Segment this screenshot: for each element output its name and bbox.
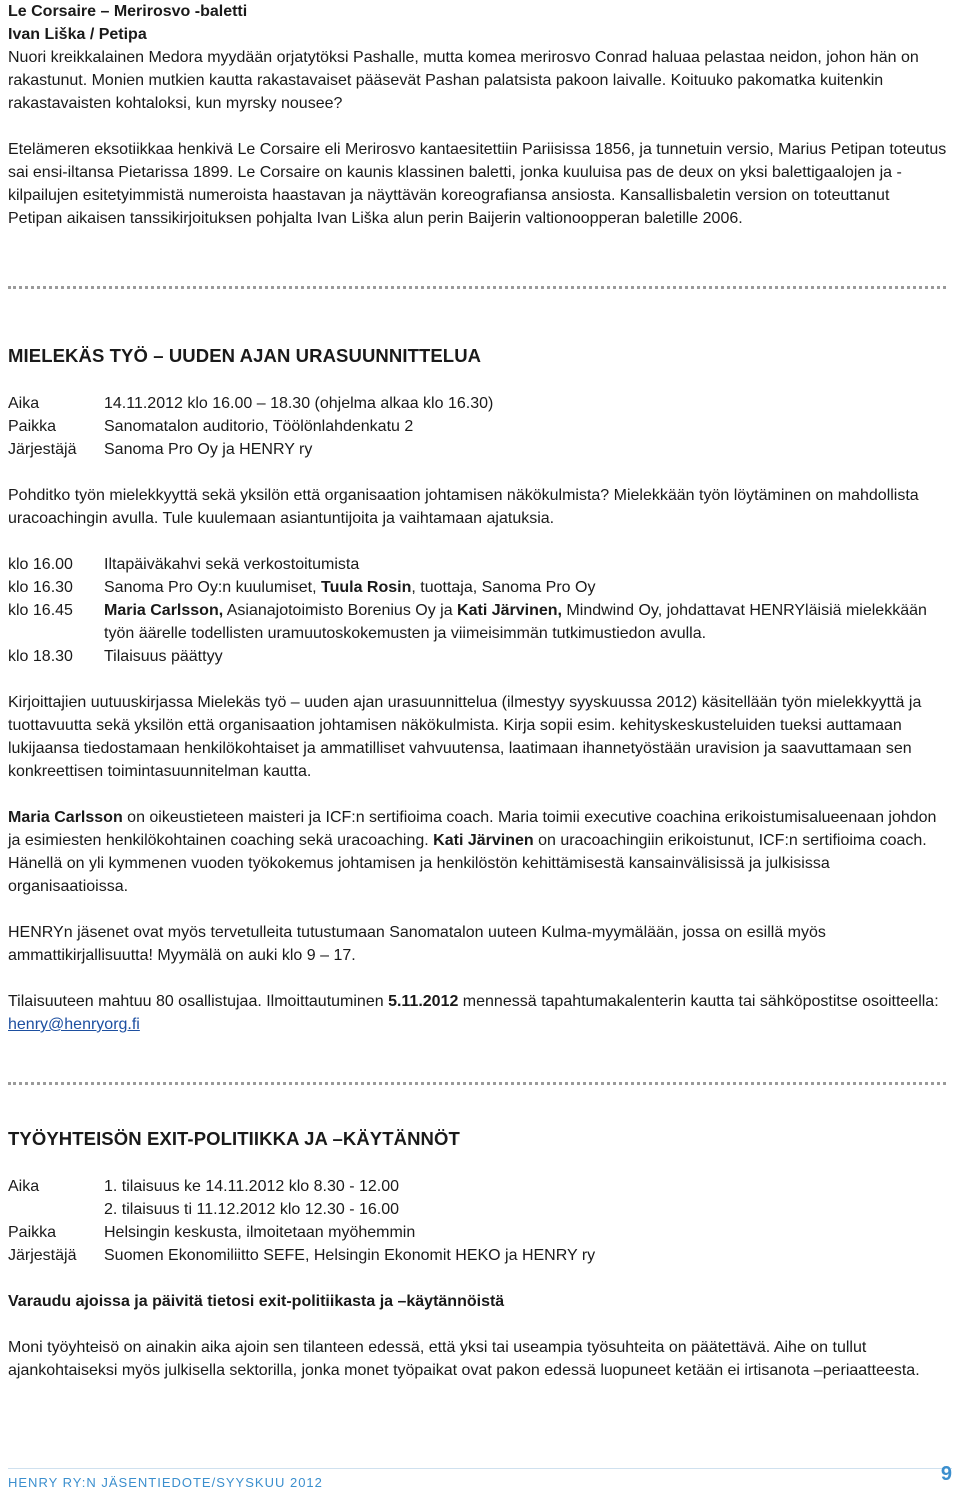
schedule-desc: Iltapäiväkahvi sekä verkostoitumista (104, 556, 360, 573)
event1-shop: HENRYn jäsenet ovat myös tervetulleita tutustumaan Sanomatalon uuteen Kulma-myymälään, jossa on esillä myös ammattikirjallisuutta! Myymälä on auki klo 9 – 17. (8, 924, 826, 964)
schedule-desc (104, 576, 948, 599)
footer-publication: HENRY RY:N JÄSENTIEDOTE/SYYSKUU 2012 (8, 1475, 323, 1490)
event1-section (8, 344, 948, 1036)
detail-value: Helsingin keskusta, ilmoitetaan myöhemmin (104, 1224, 416, 1241)
event1-bios (8, 806, 948, 898)
event1-title: MIELEKÄS TYÖ – UUDEN AJAN URASUUNNITTELUA (8, 345, 482, 366)
detail-row-aika-2 (8, 1198, 948, 1221)
ballet-title: Le Corsaire – Merirosvo -baletti (8, 3, 248, 20)
detail-row-jarjestaja (8, 1244, 948, 1267)
ballet-intro: Nuori kreikkalainen Medora myydään orjatytöksi Pashalle, mutta komea merirosvo Conrad haluaa pelastaa neidon, johon hän on rakastunut. Monien mutkien kautta rakastavaiset pääsevät Pashan palatsista pakoon laivalle. Koituuko pakomatka kuitenkin rakastavaisten kohtaloksi, kun myrsky nousee? (8, 49, 919, 112)
detail-value: Sanomatalon auditorio, Töölönlahdenkatu 2 (104, 418, 414, 435)
detail-label: Aika (8, 395, 40, 412)
schedule-text: Mindwind Oy, johdattavat HENRYläisiä mielekkään työn äärelle todellisten uramuutoskokemusten ja viimeisimmän tutkimustiedon avulla. (104, 602, 927, 642)
event1-intro: Pohditko työn mielekkyyttä sekä yksilön että organisaation johtamisen näkökulmista? Mielekkään työn löytäminen on mahdollista uracoachingin avulla. Tule kuulemaan asiantuntijoita ja vaihtamaan ajatuksia. (8, 487, 919, 527)
registration-email-link[interactable]: henry@henryorg.fi (8, 1016, 140, 1033)
bio-name: Maria Carlsson (8, 809, 123, 826)
registration-text: Tilaisuuteen mahtuu 80 osallistujaa. Ilmoittautuminen (8, 993, 389, 1010)
schedule-row (8, 599, 948, 645)
detail-row-paikka (8, 415, 948, 438)
registration-text: mennessä tapahtumakalenterin kautta tai sähköpostitse osoitteella: (458, 993, 939, 1010)
detail-label-empty (8, 1198, 104, 1221)
detail-row-paikka (8, 1221, 948, 1244)
schedule-desc: Tilaisuus päättyy (104, 648, 223, 665)
schedule-time: klo 16.45 (8, 602, 73, 619)
registration-deadline: 5.11.2012 (388, 993, 459, 1010)
separator-2 (8, 1082, 946, 1085)
ballet-body: Etelämeren eksotiikkaa henkivä Le Corsaire eli Merirosvo kantaesitettiin Pariisissa 1856, ja tunnetuin versio, Marius Petipan toteutus sai ensi-iltansa Pietarissa 1899. Le Corsaire on kaunis klassinen baletti, jonka kuuluisa pas de deux on yksi balettigaalojen ja -kilpailujen esitetyimmistä numeroista haastavan ja näyttävän koreografiansa ansiosta. Kansallisbaletin version on toteuttanut Petipan aikaisen tanssikirjoituksen pohjalta Ivan Liška alun perin Baijerin valtionoopperan baletille 2006. (8, 141, 947, 227)
detail-value: 1. tilaisuus ke 14.11.2012 klo 8.30 - 12.00 (104, 1178, 400, 1195)
detail-value: Suomen Ekonomiliitto SEFE, Helsingin Ekonomit HEKO ja HENRY ry (104, 1247, 596, 1264)
event2-details (8, 1175, 948, 1267)
event2-subhead: Varaudu ajoissa ja päivitä tietosi exit-politiikasta ja –käytännöistä (8, 1293, 505, 1310)
speaker-name: Maria Carlsson, (104, 602, 224, 619)
schedule-time: klo 18.30 (8, 648, 73, 665)
detail-label: Paikka (8, 418, 57, 435)
bio-name: Kati Järvinen (433, 832, 534, 849)
event1-schedule (8, 553, 948, 668)
schedule-text: Sanoma Pro Oy:n kuulumiset, (104, 579, 321, 596)
detail-row-aika (8, 392, 948, 415)
detail-label: Aika (8, 1178, 40, 1195)
page-number: 9 (940, 1463, 952, 1485)
detail-row-aika (8, 1175, 948, 1198)
detail-value: 14.11.2012 klo 16.00 – 18.30 (ohjelma alkaa klo 16.30) (104, 395, 494, 412)
schedule-text: Asianajotoimisto Borenius Oy ja (223, 602, 458, 619)
schedule-row (8, 553, 948, 576)
detail-label: Järjestäjä (8, 441, 77, 458)
bio-text: on oikeustieteen maisteri ja ICF:n sertifioima coach. Maria toimii executive coachina erikoistumisalueenaan johdon ja esimiesten henkilökohtainen coaching sekä uracoaching. (8, 809, 937, 849)
detail-row-jarjestaja (8, 438, 948, 461)
speaker-name: Kati Järvinen, (457, 602, 562, 619)
detail-value: 2. tilaisuus ti 11.12.2012 klo 12.30 - 16.00 (104, 1201, 400, 1218)
event1-details (8, 392, 948, 461)
schedule-time: klo 16.30 (8, 579, 73, 596)
speaker-name: Tuula Rosin (320, 579, 412, 596)
event2-section (8, 1127, 948, 1382)
footer (8, 1463, 952, 1490)
event1-book: Kirjoittajien uutuuskirjassa Mielekäs työ – uuden ajan urasuunnittelua (ilmestyy syyskuussa 2012) käsitellään työn mielekkyyttä ja tuottavuutta sekä yksilön että organisaation johtamisen näkökulmista. Kirja sopii esim. kehityskeskusteluiden tueksi auttamaan lukijaansa tiedostamaan henkilökohtaiset ja ammatilliset vahvuutensa, laatimaan ihannetyöstään uravision ja saavuttamaan sen konkreettisen toimintasuunnitelman kautta. (8, 694, 922, 780)
separator-1 (8, 286, 946, 289)
schedule-text: , tuottaja, Sanoma Pro Oy (411, 579, 596, 596)
detail-value: Sanoma Pro Oy ja HENRY ry (104, 441, 313, 458)
event2-title: TYÖYHTEISÖN EXIT-POLITIIKKA JA –KÄYTÄNNÖT (8, 1128, 460, 1149)
event1-registration (8, 990, 948, 1036)
ballet-subtitle: Ivan Liška / Petipa (8, 26, 147, 43)
ballet-section (8, 0, 948, 230)
schedule-time: klo 16.00 (8, 556, 73, 573)
detail-label: Järjestäjä (8, 1247, 77, 1264)
schedule-row (8, 576, 948, 599)
detail-label: Paikka (8, 1224, 57, 1241)
event2-body: Moni työyhteisö on ainakin aika ajoin sen tilanteen edessä, että yksi tai useampia työsuhteita on päätettävä. Aihe on tullut ajankohtaiseksi myös julkisella sektorilla, jonka monet työpaikat ovat pakon edessä luopuneet ketään ei irtisanota –periaatteesta. (8, 1339, 920, 1379)
bio-text: on uracoachingiin erikoistunut, ICF:n sertifioima coach. Hänellä on yli kymmenen vuoden työkokemus johtamisen ja henkilöstön kehittämisestä kansainvälisissä ja julkisissa organisaatioissa. (8, 832, 927, 895)
schedule-row (8, 645, 948, 668)
schedule-desc (104, 599, 948, 645)
